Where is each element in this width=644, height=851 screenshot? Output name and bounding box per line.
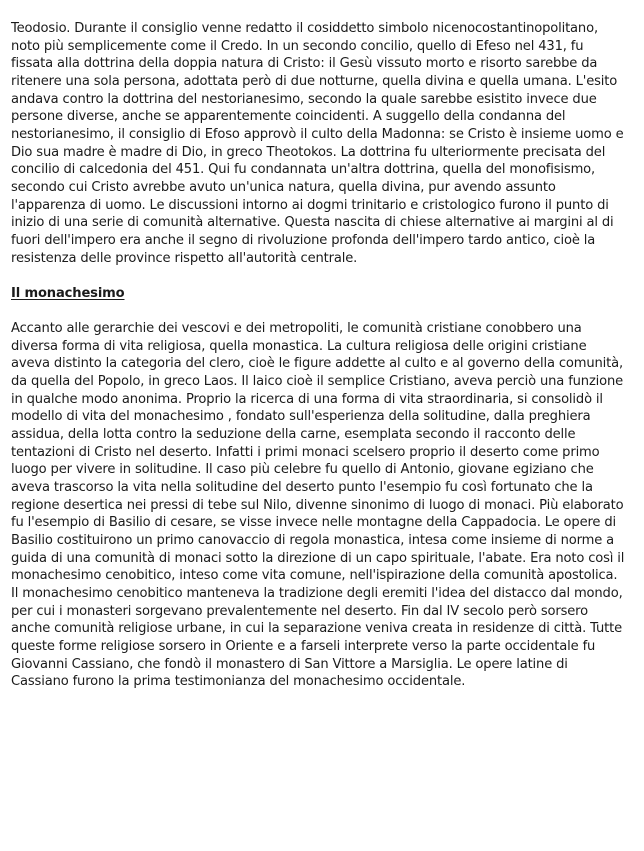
- paragraph-monachesimo: Accanto alle gerarchie dei vescovi e dei metropoliti, le comunità cristiane conobbero una diversa forma di vita religiosa, quella monastica. La cultura religiosa delle origini cristiane aveva distinto la categoria del clero, cioè le figure addette al culto e al governo della comunità, da quella del Popolo, in greco Laos. Il laico cioè il semplice Cristiano, aveva perciò una funzione in qualche modo anonima. Proprio la ricerca di una forma di vita straordinaria, si consolidò il modello di vita del monachesimo , fondato sull'esperienza della solitudine, dalla preghiera assidua, della lotta contro la seduzione della carne, esemplata secondo il racconto delle tentazioni di Cristo nel deserto. Infatti i primi monaci scelsero proprio il deserto come primo luogo per vivere in solitudine. Il caso più celebre fu quello di Antonio, giovane egiziano che aveva trascorso la vita nella solitudine del deserto punto l'esempio fu così fortunato che la regione desertica nei pressi di tebe sul Nilo, divenne sinonimo di luogo di monaci. Più elaborato fu l'esempio di Basilio di cesare, se visse invece nelle montagne della Cappadocia. Le opere di Basilio costituirono un primo canovaccio di regola monastica, intesa come insieme di norme a guida di una comunità di monaci sotto la direzione di un capo spirituale, l'abate. Era noto così il monachesimo cenobitico, inteso come vita comune, nell'ispirazione della comunità apostolica. Il monachesimo cenobitico manteneva la tradizione degli eremiti l'idea del distacco dal mondo, per cui i monasteri sorgevano prevalentemente nel deserto. Fin dal IV secolo però sorsero anche comunità religiose urbane, in cui la separazione veniva creata in residenze di città. Tutte queste forme religiose sorsero in Oriente e a farseli interprete verso la parte occidentale fu Giovanni Cassiano, che fondò il monastero di San Vittore a Marsiglia. Le opere latine di Cassiano furono la prima testimonianza del monachesimo occidentale.: [11, 321, 625, 690]
- section-heading: Il monachesimo: [11, 285, 125, 301]
- paragraph-councils: Teodosio. Durante il consiglio venne redatto il cosiddetto simbolo nicenocostantinopolitano, noto più semplicemente come il Credo. In un secondo concilio, quello di Efeso nel 431, fu fissata alla dottrina della doppia natura di Cristo: il Gesù vissuto morto e risorto sarebbe da ritenere una sola persona, adottata però di due notturne, quella divina e quella umana. L'esito andava contro la dottrina del nestorianesimo, secondo la quale sarebbe esistito invece due persone diverse, anche se apparentemente coincidenti. A suggello della condanna del nestorianesimo, il consiglio di Efoso approvò il culto della Madonna: se Cristo è insieme uomo e Dio sua madre è madre di Dio, in greco Theotokos. La dottrina fu ulteriormente precisata del concilio di calcedonia del 451. Qui fu condannata un'altra dottrina, quella del monofisismo, secondo cui Cristo avrebbe avuto un'unica natura, quella divina, pur avendo assunto l'apparenza di uomo. Le discussioni intorno ai dogmi trinitario e cristologico furono il punto di inizio di una serie di comunità alternative. Questa nascita di chiese alternative ai margini al di fuori dell'impero era anche il segno di rivoluzione profonda dell'impero tardo antico, cioè la resistenza delle province rispetto all'autorità centrale.: [11, 21, 624, 266]
